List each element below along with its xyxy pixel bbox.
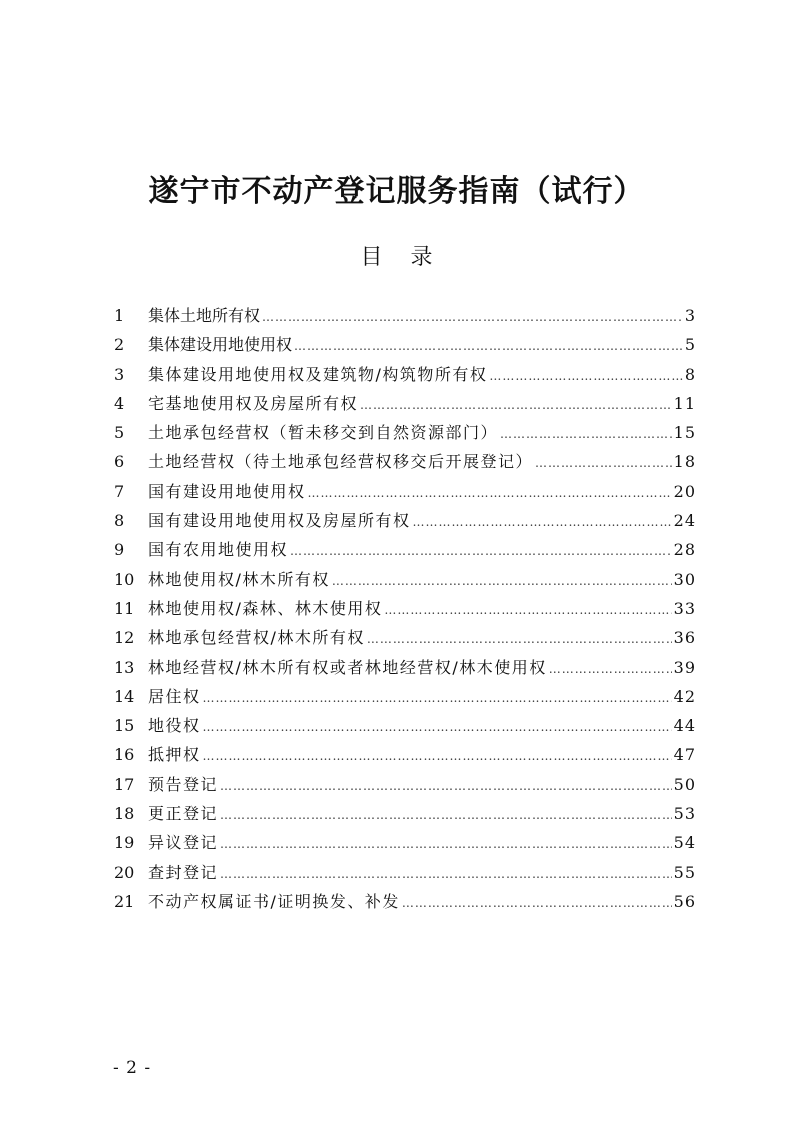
toc-entry-number: 7 [114,481,125,501]
toc-entry-page: 8 [684,364,696,384]
toc-entry-title: 不动产权属证书/证明换发、补发 [148,891,400,911]
toc-entry-number: 5 [114,423,125,443]
toc-entry-page: 33 [673,598,696,618]
toc-entry[interactable] [114,565,696,594]
toc-leader-dots [500,420,672,449]
toc-entry-number: 9 [114,540,125,560]
toc-entry-number: 11 [114,598,135,618]
toc-entry-title: 集体建设用地使用权 [148,335,293,355]
toc-leader-dots [360,391,672,420]
toc-entry-page: 30 [673,569,696,589]
toc-entry[interactable] [114,740,696,769]
toc-entry-number: 18 [114,804,135,824]
toc-entry[interactable] [114,301,696,330]
toc-leader-dots [489,362,682,391]
toc-leader-dots [384,596,671,625]
toc-entry-page: 55 [673,862,696,882]
toc-entry[interactable] [114,858,696,887]
toc-leader-dots [262,303,683,332]
toc-entry[interactable] [114,477,696,506]
toc-entry-number: 4 [114,393,125,413]
toc-entry-number: 1 [114,306,125,325]
toc-entry-title: 地役权 [148,716,201,736]
toc-entry-page: 56 [673,891,696,911]
toc-entry-title: 国有建设用地使用权及房屋所有权 [148,511,411,531]
toc-leader-dots [203,684,672,713]
toc-leader-dots [367,625,672,654]
toc-entry[interactable] [114,682,696,711]
toc-entry-title: 预告登记 [148,774,219,794]
toc-entry-page: 47 [673,745,696,765]
toc-entry-title: 异议登记 [148,833,219,853]
toc-entry[interactable] [114,389,696,418]
toc-entry-number: 13 [114,657,135,677]
toc-heading-char-2: 录 [410,245,433,270]
toc-entry-page: 11 [673,393,696,413]
toc-entry[interactable] [114,653,696,682]
toc-entry[interactable] [114,711,696,740]
toc-entry[interactable] [114,623,696,652]
toc-entry-page: 54 [673,833,696,853]
toc-leader-dots [294,332,683,361]
toc-entry-title: 林地经营权/林木所有权或者林地经营权/林木使用权 [148,657,547,677]
toc-entry-number: 19 [114,833,135,853]
toc-leader-dots [535,449,672,478]
toc-entry-number: 15 [114,716,135,736]
toc-entry[interactable] [114,506,696,535]
toc-entry[interactable] [114,360,696,389]
toc-leader-dots [402,889,672,918]
toc-leader-dots [220,801,672,830]
toc-entry-number: 10 [114,569,135,589]
toc-entry[interactable] [114,828,696,857]
toc-entry[interactable] [114,418,696,447]
toc-entry-number: 2 [114,335,125,355]
toc-entry-title: 抵押权 [148,745,201,765]
page-number: - 2 - [113,1058,152,1078]
toc-entry-page: 18 [673,452,696,472]
document-title: 遂宁市不动产登记服务指南（试行） [148,174,645,209]
toc-heading-char-1: 目 [360,245,383,270]
toc-entry[interactable] [114,535,696,564]
toc-entry-title: 国有农用地使用权 [148,540,289,560]
toc-leader-dots [203,742,672,771]
toc-entry-title: 查封登记 [148,862,219,882]
toc-entry-title: 土地经营权（待土地承包经营权移交后开展登记） [148,452,534,472]
toc-entry-page: 53 [673,804,696,824]
toc-entry-title: 国有建设用地使用权 [148,481,306,501]
toc-leader-dots [220,860,672,889]
toc-entry[interactable] [114,799,696,828]
toc-leader-dots [220,772,672,801]
toc-entry-number: 8 [114,511,125,531]
toc-heading [0,243,793,273]
toc-entry-number: 12 [114,628,135,648]
toc-entry-number: 17 [114,774,135,794]
toc-entry-number: 21 [114,891,135,911]
toc-entry-title: 土地承包经营权（暂未移交到自然资源部门） [148,423,499,443]
toc-entry[interactable] [114,330,696,359]
toc-entry-page: 42 [673,686,696,706]
toc-leader-dots [220,830,672,859]
toc-entry-number: 20 [114,862,135,882]
toc-leader-dots [203,713,672,742]
toc-entry-title: 林地使用权/林木所有权 [148,569,330,589]
toc-entry-number: 6 [114,452,125,472]
toc-leader-dots [308,479,672,508]
toc-entry-page: 28 [673,540,696,560]
toc-entry-number: 16 [114,745,135,765]
toc-entry-page: 50 [673,774,696,794]
toc-entry[interactable] [114,594,696,623]
toc-leader-dots [290,537,672,566]
toc-entry-page: 44 [673,716,696,736]
toc-entry-page: 39 [673,657,696,677]
toc-entry-page: 3 [684,306,696,325]
toc-entry-number: 3 [114,364,125,384]
toc-entry-title: 居住权 [148,686,201,706]
toc-entry[interactable] [114,887,696,916]
toc-entry[interactable] [114,770,696,799]
toc-entry-title: 更正登记 [148,804,219,824]
toc-leader-dots [332,567,672,596]
toc-entry-title: 林地使用权/森林、林木使用权 [148,598,383,618]
toc-entry-title: 林地承包经营权/林木所有权 [148,628,365,648]
table-of-contents [114,301,696,916]
toc-entry-page: 24 [673,511,696,531]
toc-leader-dots [549,655,672,684]
toc-entry-title: 集体土地所有权 [148,306,261,325]
toc-entry[interactable] [114,447,696,476]
toc-entry-title: 集体建设用地使用权及建筑物/构筑物所有权 [148,364,488,384]
toc-entry-page: 20 [673,481,696,501]
toc-entry-title: 宅基地使用权及房屋所有权 [148,393,359,413]
toc-entry-number: 14 [114,686,135,706]
toc-entry-page: 36 [673,628,696,648]
toc-leader-dots [413,508,672,537]
toc-entry-page: 15 [673,423,696,443]
toc-entry-page: 5 [684,335,696,355]
